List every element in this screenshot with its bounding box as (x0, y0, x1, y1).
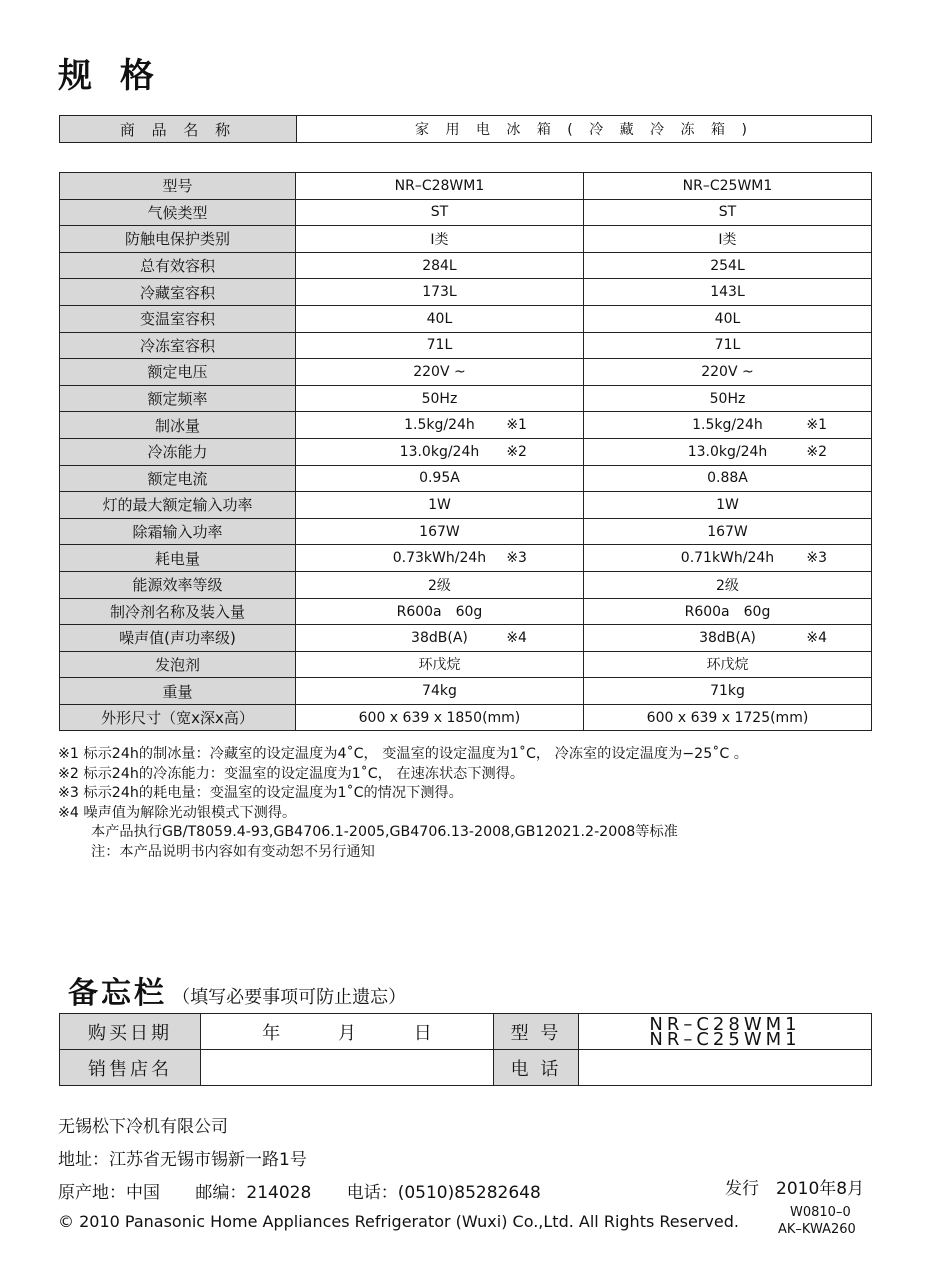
spec-label: 气候类型 (60, 199, 296, 226)
spec-row (60, 518, 872, 545)
spec-row (60, 305, 872, 332)
spec-value-c25 (583, 545, 871, 572)
spec-label: 重量 (60, 678, 296, 705)
spec-row (60, 438, 872, 465)
spec-value-c28 (295, 173, 583, 200)
spec-value-text: I类 (430, 231, 449, 248)
spec-value-c25 (583, 438, 871, 465)
copyright: © 2010 Panasonic Home Appliances Refrigerator (Wuxi) Co.,Ltd. All Rights Reserved. (58, 1212, 739, 1231)
spec-value-c25 (583, 598, 871, 625)
spec-value-c25 (583, 305, 871, 332)
spec-value-text: I类 (718, 231, 737, 248)
spec-value-text: NR–C25WM1 (682, 177, 773, 194)
spec-value-c28 (295, 651, 583, 678)
product-name-label: 商 品 名 称 (60, 116, 297, 143)
spec-value-c28 (295, 545, 583, 572)
spec-value-text: 2级 (716, 577, 739, 594)
spec-value-text: 220V ~ (413, 363, 466, 380)
spec-label: 除霜输入功率 (60, 518, 296, 545)
spec-label: 能源效率等级 (60, 571, 296, 598)
spec-value-c25 (583, 252, 871, 279)
spec-row (60, 625, 872, 652)
spec-value-text: R600a 60g (396, 604, 483, 621)
spec-value-text: 71kg (710, 683, 745, 700)
spec-value-text: R600a 60g (684, 604, 771, 621)
memo-subtitle: （填写必要事项可防止遗忘） (172, 987, 407, 1008)
spec-label: 耗电量 (60, 545, 296, 572)
model-label: 型 号 (494, 1014, 579, 1050)
footnote: ※2 标示24h的冷冻能力：变温室的设定温度为1˚C， 在速冻状态下测得。 (58, 765, 525, 782)
spec-value-text: 71L (426, 337, 453, 354)
spec-value-c28 (295, 678, 583, 705)
company-info (58, 1112, 541, 1211)
month-label: 月 (338, 1022, 356, 1044)
spec-value-c28 (295, 518, 583, 545)
spec-value-text: 环戊烷 (706, 657, 749, 674)
spec-value-c28 (295, 571, 583, 598)
spec-table (59, 172, 872, 731)
spec-value-c25 (583, 651, 871, 678)
spec-value-text: 1.5kg/24h (404, 417, 475, 434)
spec-label: 冷藏室容积 (60, 279, 296, 306)
footnote-marker: ※2 (806, 443, 827, 460)
spec-value-text: 74kg (422, 683, 457, 700)
spec-label: 冷冻能力 (60, 438, 296, 465)
footnote-marker: ※4 (806, 629, 827, 646)
page-title: 规 格 (58, 56, 162, 96)
spec-row (60, 385, 872, 412)
spec-value-text: 167W (419, 523, 460, 540)
spec-row (60, 651, 872, 678)
spec-value-c25 (583, 571, 871, 598)
spec-row (60, 359, 872, 386)
spec-value-text: 13.0kg/24h (399, 443, 480, 460)
spec-value-c25 (583, 492, 871, 519)
footnote-marker: ※3 (506, 550, 527, 567)
spec-row (60, 492, 872, 519)
spec-value-text: 38dB(A) (411, 629, 468, 646)
spec-label: 额定电流 (60, 465, 296, 492)
spec-label: 外形尺寸（宽x深x高） (60, 704, 296, 731)
spec-row (60, 173, 872, 200)
footnote: ※1 标示24h的制冰量：冷藏室的设定温度为4˚C， 变温室的设定温度为1˚C， 冷冻室的设定温度为−25˚C 。 (58, 746, 748, 762)
spec-value-c28 (295, 704, 583, 731)
spec-row (60, 704, 872, 731)
spec-value-c25 (583, 678, 871, 705)
spec-value-c28 (295, 359, 583, 386)
origin-line (58, 1178, 541, 1211)
year-label: 年 (262, 1022, 281, 1044)
table-row (60, 1014, 872, 1050)
spec-value-text: 50Hz (421, 390, 458, 407)
model-value: NR–C25WM1 (649, 1028, 801, 1050)
product-name-value: 家 用 电 冰 箱 ( 冷 藏 冷 冻 箱 ) (297, 116, 872, 143)
spec-value-c28 (295, 385, 583, 412)
memo-table (59, 1013, 872, 1086)
origin: 原产地：中国 (58, 1183, 160, 1203)
spec-label: 防触电保护类别 (60, 226, 296, 253)
spec-value-c28 (295, 305, 583, 332)
phone-field[interactable] (579, 1050, 872, 1086)
standards-note: 本产品执行GB/T8059.4-93,GB4706.1-2005,GB4706.13-2008,GB12021.2-2008等标准 (91, 824, 678, 841)
spec-value-text: 13.0kg/24h (687, 443, 768, 460)
spec-value-c28 (295, 226, 583, 253)
spec-value-text: 38dB(A) (699, 629, 756, 646)
spec-value-text: 0.71kWh/24h (680, 550, 775, 567)
spec-value-text: 0.73kWh/24h (392, 550, 487, 567)
spec-label: 制冰量 (60, 412, 296, 439)
purchase-date-field[interactable] (201, 1014, 494, 1050)
spec-value-text: 0.95A (419, 470, 460, 487)
spec-value-c28 (295, 332, 583, 359)
footnote-marker: ※2 (506, 443, 527, 460)
day-label: 日 (413, 1022, 432, 1044)
spec-row (60, 199, 872, 226)
spec-value-text: 40L (714, 310, 741, 327)
spec-value-text: 71L (714, 337, 741, 354)
spec-label: 制冷剂名称及装入量 (60, 598, 296, 625)
spec-value-text: 143L (710, 284, 745, 301)
spec-value-c25 (583, 385, 871, 412)
change-notice: 注：本产品说明书内容如有变动恕不另行通知 (91, 843, 375, 860)
spec-value-text: 50Hz (709, 390, 746, 407)
spec-value-c28 (295, 492, 583, 519)
spec-label: 额定电压 (60, 359, 296, 386)
spec-value-text: 1W (428, 496, 451, 513)
spec-value-c28 (295, 465, 583, 492)
phone: 电话：(0510)85282648 (346, 1183, 541, 1203)
spec-value-c28 (295, 412, 583, 439)
footnote-marker: ※3 (806, 550, 827, 567)
spec-row (60, 545, 872, 572)
store-label: 销售店名 (60, 1050, 201, 1086)
spec-value-c25 (583, 412, 871, 439)
footnote: ※4 噪声值为解除光动银模式下测得。 (58, 804, 297, 821)
spec-value-text: 173L (422, 284, 457, 301)
spec-value-text: NR–C28WM1 (394, 177, 485, 194)
footnote-marker: ※1 (806, 417, 827, 434)
purchase-date-label: 购买日期 (60, 1014, 201, 1050)
spec-value-c28 (295, 199, 583, 226)
model-values (579, 1014, 872, 1050)
memo-heading (68, 968, 406, 1012)
spec-value-text: 2级 (428, 577, 451, 594)
spec-value-text: 600 x 639 x 1725(mm) (646, 709, 809, 726)
spec-value-text: ST (430, 204, 449, 221)
company-address: 地址：江苏省无锡市锡新一路1号 (58, 1150, 307, 1170)
spec-value-c25 (583, 199, 871, 226)
spec-value-c28 (295, 598, 583, 625)
footnote: ※3 标示24h的耗电量：变温室的设定温度为1˚C的情况下测得。 (58, 785, 463, 802)
spec-label: 型号 (60, 173, 296, 200)
phone-label: 电 话 (494, 1050, 579, 1086)
postcode: 邮编：214028 (195, 1183, 312, 1203)
footnote-marker: ※4 (506, 629, 527, 646)
spec-value-c28 (295, 252, 583, 279)
spec-row (60, 598, 872, 625)
spec-value-c25 (583, 625, 871, 652)
spec-value-text: ST (718, 204, 737, 221)
spec-row (60, 465, 872, 492)
footnotes (58, 745, 748, 863)
spec-value-text: 600 x 639 x 1850(mm) (358, 709, 521, 726)
spec-row (60, 279, 872, 306)
spec-value-text: 1.5kg/24h (692, 417, 763, 434)
spec-row (60, 571, 872, 598)
table-row (60, 1050, 872, 1086)
spec-value-text: 0.88A (707, 470, 748, 487)
spec-value-c25 (583, 226, 871, 253)
spec-value-text: 220V ~ (701, 363, 754, 380)
spec-label: 额定频率 (60, 385, 296, 412)
footnote-marker: ※1 (506, 417, 527, 434)
spec-value-text: 环戊烷 (418, 657, 461, 674)
spec-value-c25 (583, 279, 871, 306)
store-field[interactable] (201, 1050, 494, 1086)
spec-row (60, 226, 872, 253)
spec-row (60, 412, 872, 439)
spec-label: 变温室容积 (60, 305, 296, 332)
spec-value-c28 (295, 438, 583, 465)
company-name: 无锡松下冷机有限公司 (58, 1117, 228, 1137)
spec-label: 噪声值(声功率级) (60, 625, 296, 652)
spec-value-text: 1W (716, 496, 739, 513)
table-row (60, 116, 872, 143)
spec-label: 发泡剂 (60, 651, 296, 678)
product-name-table (59, 115, 872, 143)
spec-label: 冷冻室容积 (60, 332, 296, 359)
spec-value-c25 (583, 173, 871, 200)
spec-value-c28 (295, 279, 583, 306)
spec-row (60, 252, 872, 279)
spec-value-c25 (583, 332, 871, 359)
spec-value-text: 284L (422, 257, 457, 274)
issue-date: 发行 2010年8月 (725, 1179, 865, 1199)
model-value: NR–C28WM1 (649, 1013, 801, 1035)
spec-value-text: 40L (426, 310, 453, 327)
spec-label: 总有效容积 (60, 252, 296, 279)
spec-row (60, 678, 872, 705)
spec-value-c28 (295, 625, 583, 652)
spec-value-text: 254L (710, 257, 745, 274)
spec-value-c25 (583, 359, 871, 386)
doc-code: W0810–0 (790, 1205, 851, 1220)
memo-title: 备忘栏 (68, 976, 167, 1011)
spec-label: 灯的最大额定输入功率 (60, 492, 296, 519)
spec-row (60, 332, 872, 359)
spec-value-c25 (583, 518, 871, 545)
spec-value-c25 (583, 465, 871, 492)
spec-value-c25 (583, 704, 871, 731)
spec-value-text: 167W (707, 523, 748, 540)
doc-code-2: AK–KWA260 (778, 1222, 856, 1237)
